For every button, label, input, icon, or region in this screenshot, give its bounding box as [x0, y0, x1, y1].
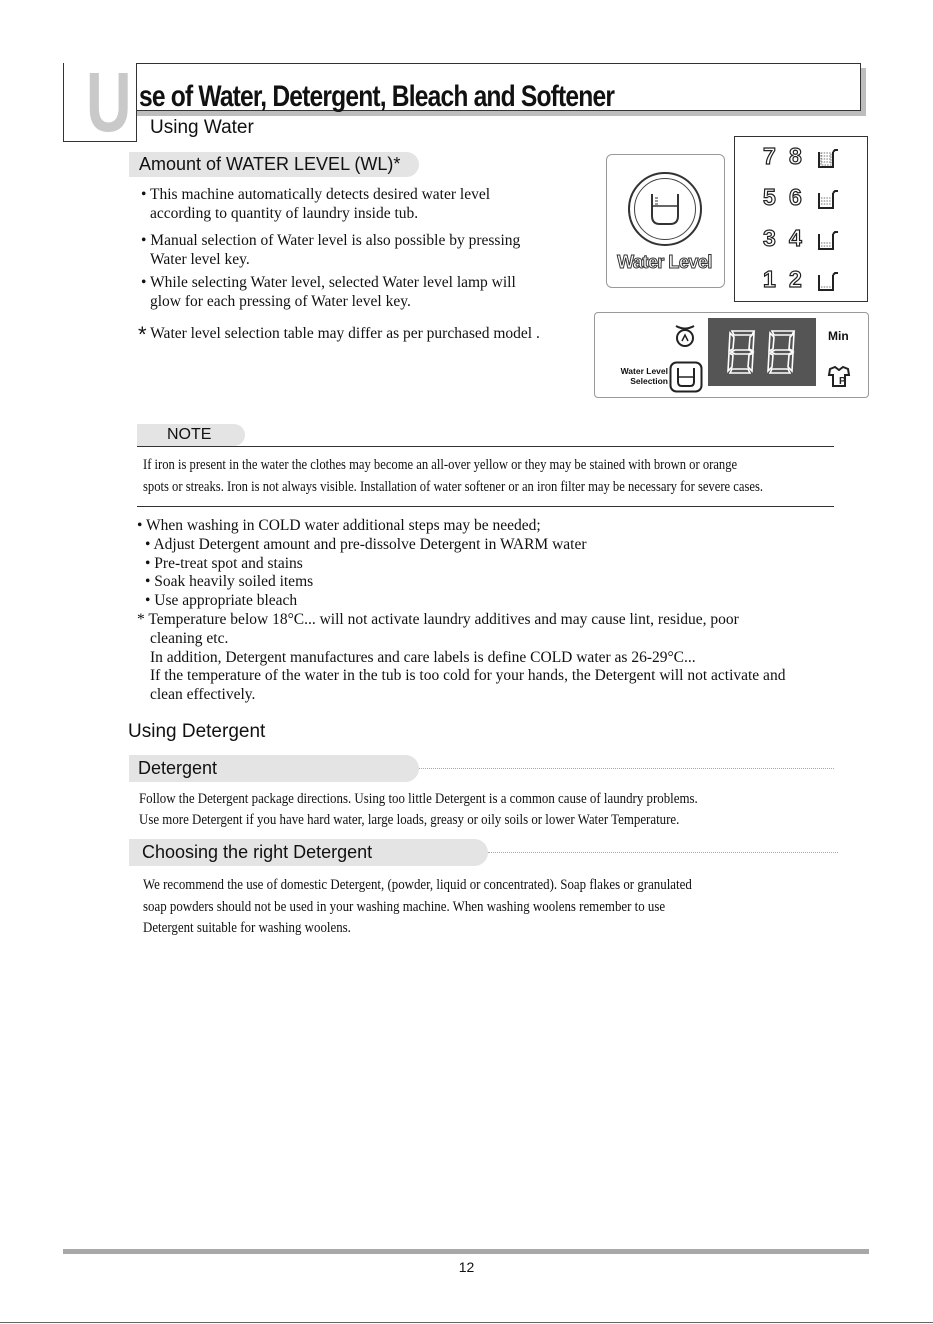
page-bottom-edge [0, 1322, 933, 1323]
choosing-heading-rule [488, 852, 838, 853]
footnote-star: * [138, 322, 147, 347]
level-row [735, 266, 867, 306]
level-row [735, 184, 867, 224]
selection-label-line-1: Water Level [620, 366, 668, 376]
detergent-line: Follow the Detergent package directions. Using too little Detergent is a common cause of laundry problems. [139, 791, 698, 807]
page-title: se of Water, Detergent, Bleach and Softener [139, 80, 615, 113]
tub-high-icon [817, 188, 841, 212]
temperature-note-line: cleaning etc. [150, 629, 229, 647]
wl-bullet-1 [141, 185, 490, 223]
note-line-2: spots or streaks. Iron is not always visible. Installation of water softener or an iron filter may be necessary for severe cases. [143, 479, 764, 495]
section-title-using-water: Using Water [150, 117, 254, 138]
page-number: 12 [458, 1259, 475, 1275]
water-level-selection-button[interactable] [669, 361, 703, 393]
level-number: 1 [763, 266, 776, 292]
detergent-heading-rule [419, 768, 834, 769]
wl-bullet-3-line-2: glow for each pressing of Water level key. [150, 293, 411, 310]
svg-text:P: P [839, 376, 846, 387]
level-number: 2 [789, 266, 802, 292]
water-level-heading: Amount of WATER LEVEL (WL)* [129, 152, 419, 177]
temperature-note-line: In addition, Detergent manufactures and care labels is define COLD water as 26-29°C... [150, 648, 696, 666]
choosing-detergent-text [143, 875, 692, 940]
detergent-text [139, 789, 698, 831]
min-label: Min [828, 329, 849, 343]
wl-bullet-2-line-2: Water level key. [150, 251, 250, 268]
selection-label-line-2: Selection [630, 376, 668, 386]
water-level-key-label: Water Level [617, 252, 712, 272]
tub-medium-icon [817, 229, 841, 253]
section-title-using-detergent: Using Detergent [128, 721, 266, 742]
cold-step: • Adjust Detergent amount and pre-dissolve Detergent in WARM water [145, 535, 587, 553]
wl-bullet-3-line-1: • While selecting Water level, selected Water level lamp will [141, 274, 516, 291]
choosing-line: soap powders should not be used in your washing machine. When washing woolens remember to use [143, 898, 666, 915]
temperature-note-line: If the temperature of the water in the tub is too cold for your hands, the Detergent will not activate and [150, 667, 786, 685]
wl-bullet-1-line-1: • This machine automatically detects desired water level [141, 186, 491, 203]
temperature-note-line: * Temperature below 18°C... will not activate laundry additives and may cause lint, residue, poor [137, 610, 739, 628]
level-number: 6 [789, 184, 802, 210]
wl-bullet-3 [141, 273, 516, 311]
note-heading: NOTE [137, 424, 245, 446]
detergent-heading: Detergent [129, 755, 419, 782]
detergent-line: Use more Detergent if you have hard water, large loads, greasy or oily soils or lower Water Temperature. [139, 812, 680, 828]
note-divider-bottom [137, 506, 834, 507]
wl-bullet-2 [141, 231, 520, 269]
level-number: 7 [763, 143, 776, 169]
wl-bullet-1-line-2: according to quantity of laundry inside tub. [150, 205, 419, 222]
level-row [735, 225, 867, 265]
temperature-note-line: clean effectively. [150, 686, 256, 704]
level-number: 8 [789, 143, 802, 169]
level-number: 4 [789, 225, 802, 251]
footer-bar [63, 1249, 869, 1254]
tub-low-icon [817, 270, 841, 294]
tub-icon [648, 190, 682, 228]
water-level-selection-label [600, 366, 668, 386]
wl-bullet-2-line-1: • Manual selection of Water level is also possible by pressing [141, 232, 521, 249]
level-number: 3 [763, 225, 776, 251]
note-divider-top [137, 446, 834, 447]
cold-step: • Pre-treat spot and stains [145, 554, 303, 572]
title-initial: U [86, 55, 132, 149]
spin-icon [672, 322, 698, 348]
level-number: 5 [763, 184, 776, 210]
cold-step: • Soak heavily soiled items [145, 573, 314, 591]
display-digit [766, 329, 798, 375]
level-row [735, 143, 867, 183]
shirt-p-icon [826, 364, 852, 390]
seven-segment-display [708, 318, 816, 386]
choosing-line: We recommend the use of domestic Detergent, (powder, liquid or concentrated). Soap flakes or granulated [143, 877, 692, 893]
choosing-line: Detergent suitable for washing woolens. [143, 920, 351, 936]
cold-step: • Use appropriate bleach [145, 592, 298, 610]
water-level-table [734, 136, 868, 302]
cold-water-guidance [137, 517, 857, 705]
wl-footnote [138, 322, 540, 348]
choosing-detergent-heading: Choosing the right Detergent [129, 839, 488, 866]
note-line-1: If iron is present in the water the clothes may become an all-over yellow or they may be stained with brown or orange [143, 457, 738, 473]
tub-full-icon [817, 147, 841, 171]
cold-water-intro: • When washing in COLD water additional steps may be needed; [137, 517, 541, 534]
note-text [143, 454, 764, 498]
display-digit [726, 329, 758, 375]
footnote-text: Water level selection table may differ as per purchased model . [150, 325, 540, 342]
